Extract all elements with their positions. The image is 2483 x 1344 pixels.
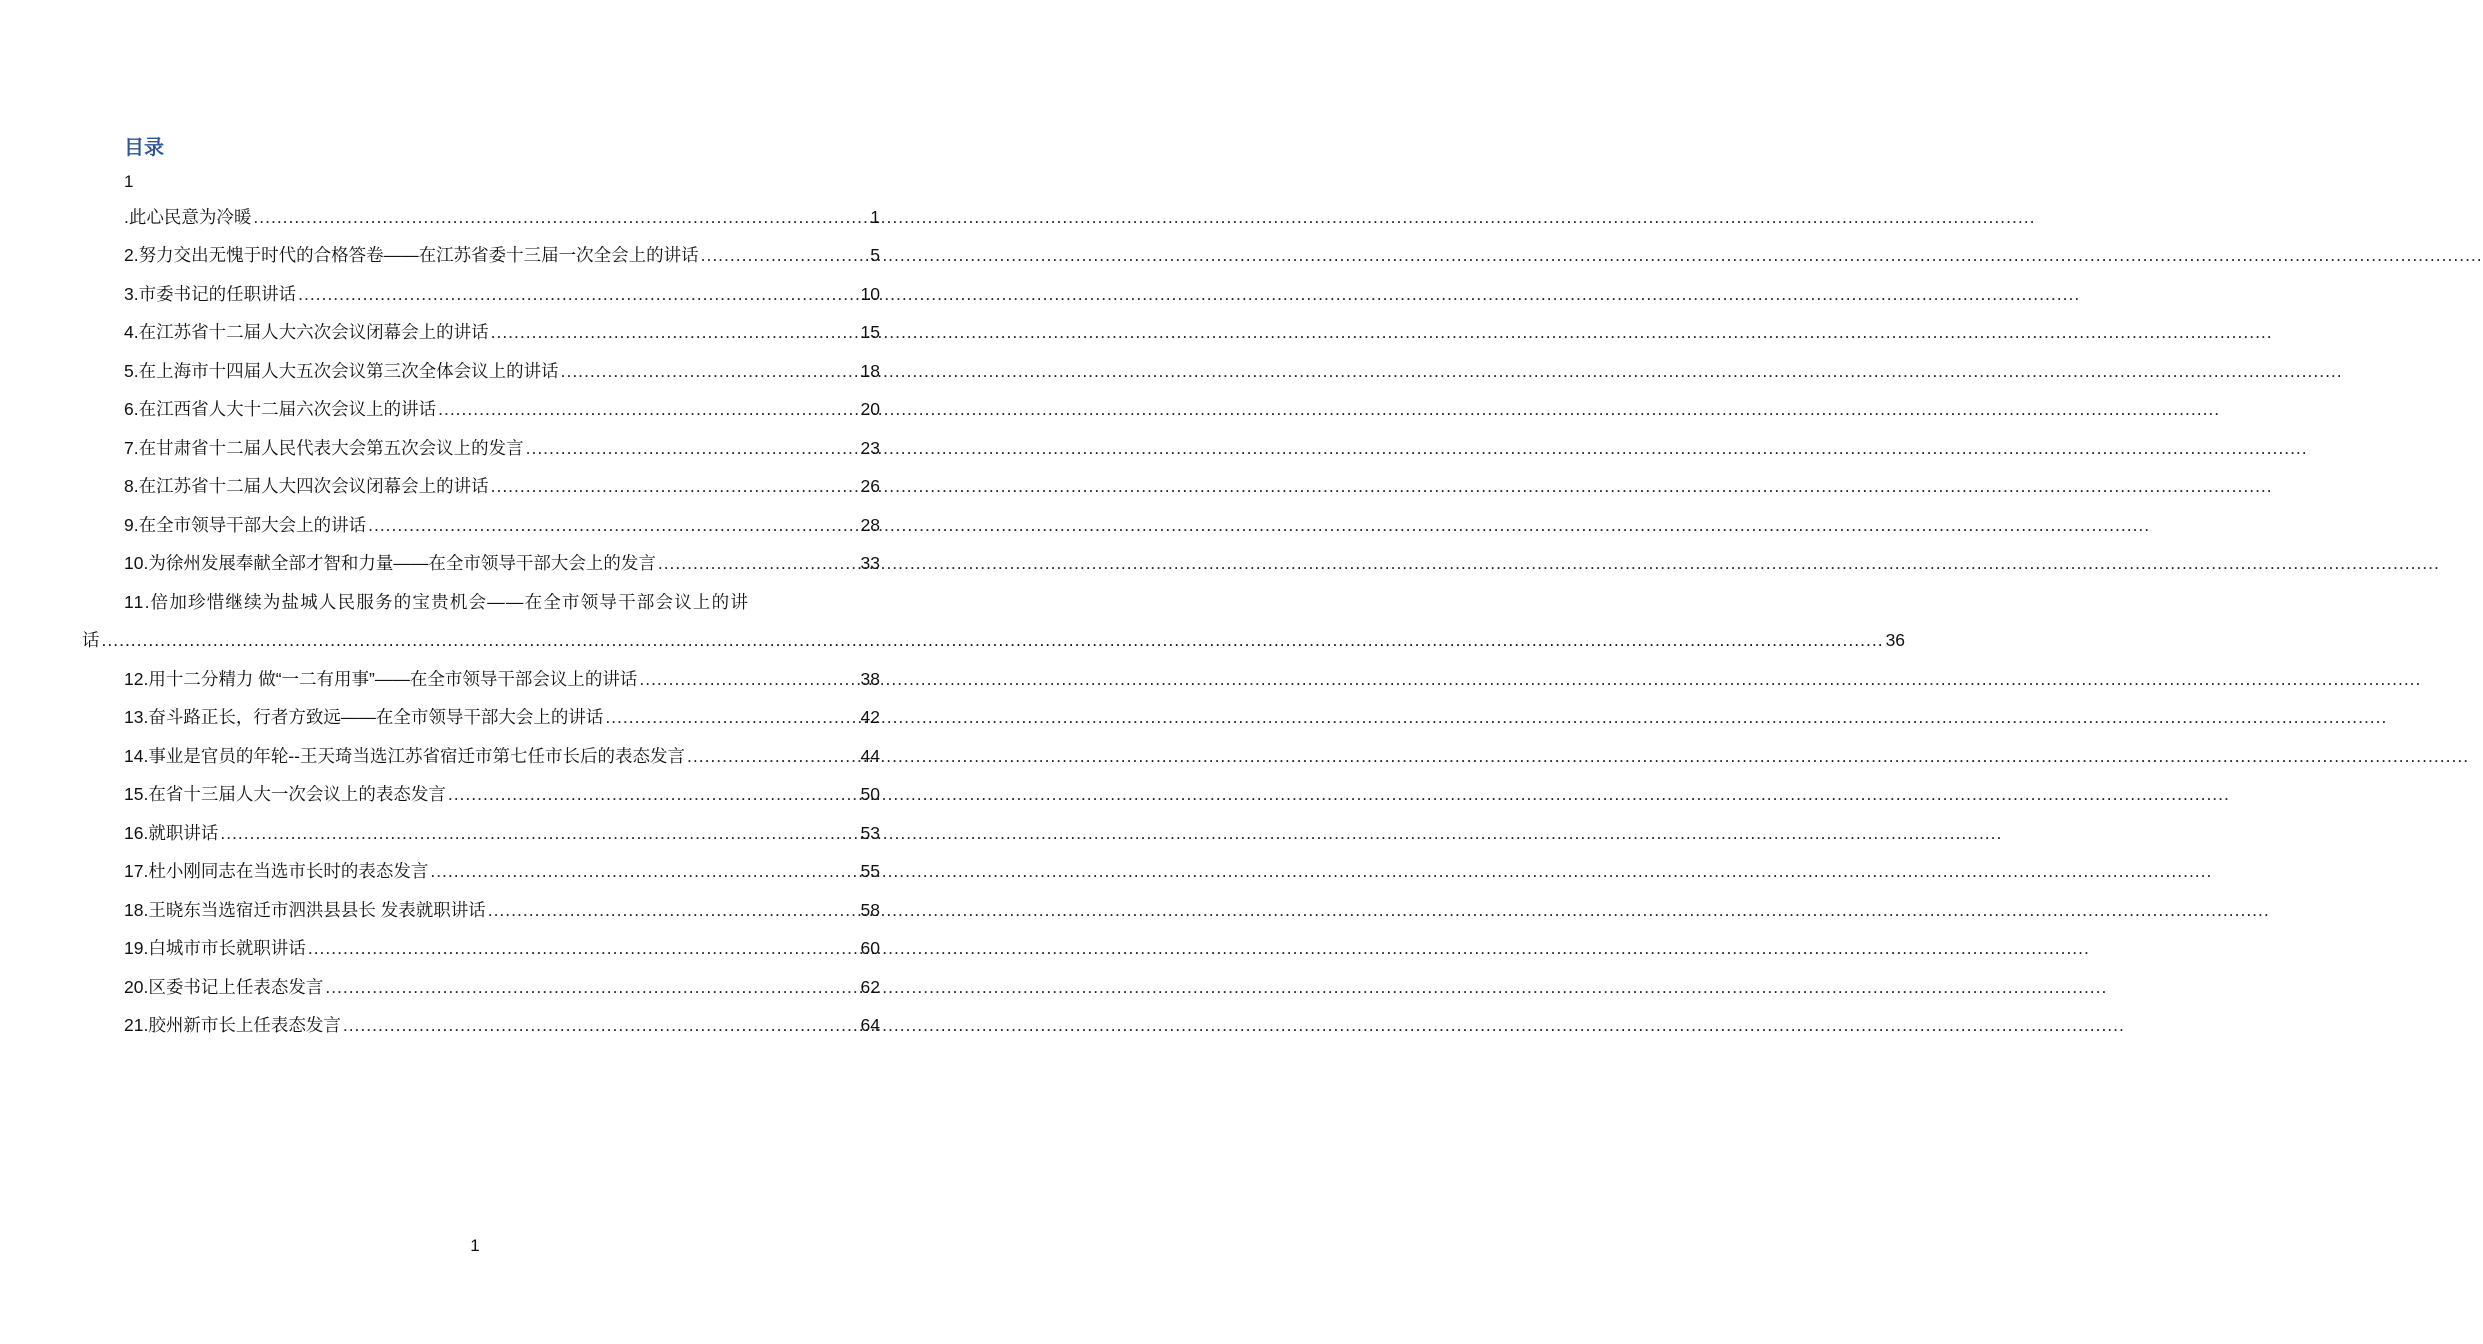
toc-entry[interactable]: [124, 975, 880, 999]
toc-entry-page: 58: [860, 900, 880, 920]
toc-leader-dots: [687, 744, 859, 768]
toc-entry[interactable]: [124, 282, 880, 306]
toc-leader-dots: [220, 821, 858, 845]
toc-leader-dots: [639, 667, 858, 691]
toc-entry-title: 12.用十二分精力 做“一二有用事”——在全市领导干部会议上的讲话: [124, 669, 638, 689]
toc-leader-dots: [343, 1013, 859, 1037]
toc-entry-title: 21.胶州新市长上任表态发言: [124, 1015, 341, 1035]
toc-leader-dots: [491, 320, 859, 344]
toc-entry-page: 60: [860, 938, 880, 958]
toc-heading: 目录: [124, 137, 164, 159]
toc-entry-page: 10: [860, 284, 880, 304]
toc-leader-dots: [298, 282, 858, 306]
toc-leader-dots: [658, 551, 859, 575]
toc-lone-number: 1: [124, 172, 134, 191]
toc-entry-title: 16.就职讲话: [124, 823, 219, 843]
toc-entry-page: 26: [860, 476, 880, 496]
toc-entry-title: 9.在全市领导干部大会上的讲话: [124, 515, 367, 535]
toc-entry[interactable]: [124, 821, 880, 845]
toc-entry[interactable]: [124, 359, 880, 383]
toc-entry-page: 33: [860, 553, 880, 573]
toc-entry-page: 64: [860, 1015, 880, 1035]
toc-entry[interactable]: [124, 243, 880, 267]
toc-entry-page: 23: [860, 438, 880, 458]
toc-leader-dots: [102, 628, 1884, 652]
toc-entry-title: 15.在省十三届人大一次会议上的表态发言: [124, 784, 446, 804]
toc-entry[interactable]: [124, 551, 880, 575]
toc-entry-page: 28: [860, 515, 880, 535]
toc-entry-page: 44: [860, 746, 880, 766]
toc-entry-page: 62: [860, 977, 880, 997]
toc-leader-dots: [368, 513, 858, 537]
toc-entry[interactable]: [124, 744, 880, 768]
toc-entry-title: 19.白城市市长就职讲话: [124, 938, 306, 958]
toc-entry-page: 38: [860, 669, 880, 689]
toc-entry[interactable]: [124, 859, 880, 883]
toc-entry[interactable]: [124, 782, 880, 806]
toc-leader-dots: [561, 359, 859, 383]
toc-entry-page: 20: [860, 399, 880, 419]
toc-entry-page: 1: [870, 207, 880, 227]
toc-entry-page: 53: [860, 823, 880, 843]
toc-leader-dots: [325, 975, 858, 999]
toc-entry-page: 5: [870, 245, 880, 265]
toc-entry[interactable]: [124, 397, 880, 421]
toc-entry[interactable]: [124, 1013, 880, 1037]
toc-entry-title: 7.在甘肃省十二届人民代表大会第五次会议上的发言: [124, 438, 524, 458]
toc-entry-title: 3.市委书记的任职讲话: [124, 284, 297, 304]
toc-entry-page: 50: [860, 784, 880, 804]
toc-entry[interactable]: [124, 667, 880, 691]
toc-leader-dots: [438, 397, 858, 421]
toc-entry-title: 6.在江西省人大十二届六次会议上的讲话: [124, 399, 437, 419]
toc-entry-page: 18: [860, 361, 880, 381]
toc-leader-dots: [605, 705, 858, 729]
toc-entry-title: 4.在江苏省十二届人大六次会议闭幕会上的讲话: [124, 322, 489, 342]
toc-entry[interactable]: [124, 898, 880, 922]
toc-entry[interactable]: [124, 436, 880, 460]
toc-entry-title: 13.奋斗路正长，行者方致远——在全市领导干部大会上的讲话: [124, 707, 604, 727]
toc-entry[interactable]: [124, 513, 880, 537]
toc-entry[interactable]: [124, 936, 880, 960]
toc-leader-dots: [491, 474, 859, 498]
toc-entry-title: 话: [82, 630, 100, 650]
toc-entry[interactable]: [124, 205, 880, 229]
toc-entry-title: 14.事业是官员的年轮--王天琦当选江苏省宿迁市第七任市长后的表态发言: [124, 746, 685, 766]
toc-entry[interactable]: [124, 474, 880, 498]
toc-leader-dots: [308, 936, 859, 960]
page-number: 1: [470, 1236, 480, 1255]
toc-entry-page: 42: [860, 707, 880, 727]
toc-entry-title: 17.杜小刚同志在当选市长时的表态发言: [124, 861, 429, 881]
toc-leader-dots: [448, 782, 859, 806]
toc-entry[interactable]: [124, 705, 880, 729]
toc-entry-wrapped-line2[interactable]: [82, 628, 1906, 652]
toc-leader-dots: [526, 436, 859, 460]
toc-entry-page: 36: [1885, 630, 1906, 650]
toc-entry-title: 8.在江苏省十二届人大四次会议闭幕会上的讲话: [124, 476, 489, 496]
toc-entry-page: 15: [860, 322, 880, 342]
toc-entry-wrapped-line1[interactable]: 11.倍加珍惜继续为盐城人民服务的宝贵机会——在全市领导干部会议上的讲: [124, 592, 750, 612]
toc-leader-dots: [701, 243, 869, 267]
toc-leader-dots: [430, 859, 858, 883]
toc-leader-dots: [253, 205, 868, 229]
toc-entry-title: 18.王晓东当选宿迁市泗洪县县长 发表就职讲话: [124, 900, 486, 920]
toc-entry-title: 2.努力交出无愧于时代的合格答卷——在江苏省委十三届一次全会上的讲话: [124, 245, 699, 265]
toc-entry[interactable]: [124, 320, 880, 344]
toc-entry-title: .此心民意为冷暖: [124, 207, 252, 227]
toc-entry-title: 20.区委书记上任表态发言: [124, 977, 324, 997]
toc-entry-title: 10.为徐州发展奉献全部才智和力量——在全市领导干部大会上的发言: [124, 553, 656, 573]
toc-leader-dots: [488, 898, 859, 922]
toc-entry-page: 55: [860, 861, 880, 881]
toc-entry-title: 5.在上海市十四届人大五次会议第三次全体会议上的讲话: [124, 361, 559, 381]
